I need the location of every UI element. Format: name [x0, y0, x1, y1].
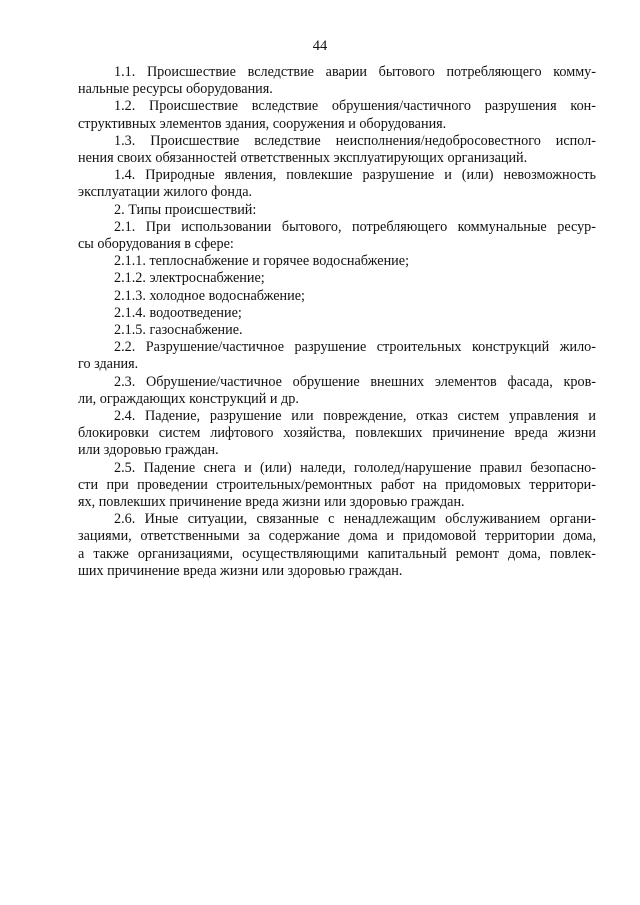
paragraph-line: структивных элементов здания, сооружения и оборудования.	[78, 115, 447, 132]
paragraph-line: ли, ограждающих конструкций и др.	[78, 390, 299, 407]
paragraph-line: зациями, ответственными за содержание дома и придомовой территории дома,	[78, 528, 596, 545]
paragraph-line: 2.1.3. холодное водоснабжение;	[114, 287, 305, 304]
paragraph	[78, 374, 596, 408]
paragraph	[78, 322, 596, 339]
paragraph-line: 1.3. Происшествие вследствие неисполнения/недобросовестного испол-	[114, 132, 596, 149]
paragraph-line: 2.1.4. водоотведение;	[114, 304, 242, 321]
paragraph-line: блокировки систем лифтового хозяйства, повлекших причинение вреда жизни	[78, 425, 596, 442]
paragraph-line: нения своих обязанностей ответственных эксплуатирующих организаций.	[78, 150, 528, 167]
paragraph-line: 1.4. Природные явления, повлекшие разрушение и (или) невозможность	[114, 167, 596, 184]
paragraph-line: 2.1.1. теплоснабжение и горячее водоснабжение;	[114, 253, 410, 270]
paragraph-line: 2.1.5. газоснабжение.	[114, 322, 243, 339]
paragraph	[78, 511, 596, 580]
paragraph-line: нальные ресурсы оборудования.	[78, 81, 273, 98]
paragraph	[78, 219, 596, 253]
paragraph	[78, 339, 596, 373]
paragraph	[78, 98, 596, 132]
paragraph	[78, 288, 596, 305]
paragraph	[78, 408, 596, 460]
paragraph-line: 2. Типы происшествий:	[114, 201, 257, 218]
paragraph-line: сы оборудования в сфере:	[78, 236, 234, 253]
paragraph-line: 2.4. Падение, разрушение или повреждение, отказ систем управления и	[114, 408, 596, 425]
document-body	[78, 64, 596, 580]
paragraph	[78, 167, 596, 201]
paragraph-line: 2.1. При использовании бытового, потребляющего коммунальные ресур-	[114, 218, 596, 235]
paragraph	[78, 270, 596, 287]
paragraph	[78, 133, 596, 167]
paragraph	[78, 460, 596, 512]
paragraph-line: 2.5. Падение снега и (или) наледи, гололед/нарушение правил безопасно-	[114, 459, 596, 476]
paragraph-line: ших причинение вреда жизни или здоровью граждан.	[78, 562, 403, 579]
paragraph	[78, 253, 596, 270]
paragraph-line: го здания.	[78, 356, 139, 373]
page-number: 44	[312, 38, 328, 54]
paragraph-line: эксплуатации жилого фонда.	[78, 184, 253, 201]
paragraph-line: 2.2. Разрушение/частичное разрушение строительных конструкций жило-	[114, 339, 596, 356]
paragraph	[78, 305, 596, 322]
paragraph	[78, 202, 596, 219]
paragraph-line: 1.2. Происшествие вследствие обрушения/частичного разрушения кон-	[114, 98, 596, 115]
paragraph-line: ях, повлекших причинение вреда жизни или здоровью граждан.	[78, 494, 465, 511]
paragraph-line: или здоровью граждан.	[78, 442, 219, 459]
paragraph-line: 2.3. Обрушение/частичное обрушение внешних элементов фасада, кров-	[114, 373, 596, 390]
paragraph-line: а также организациями, осуществляющими капитальный ремонт дома, повлек-	[78, 545, 596, 562]
paragraph-line: 2.1.2. электроснабжение;	[114, 270, 265, 287]
paragraph-line: 1.1. Происшествие вследствие аварии бытового потребляющего комму-	[114, 64, 596, 80]
paragraph	[78, 64, 596, 98]
paragraph-line: 2.6. Иные ситуации, связанные с ненадлежащим обслуживанием органи-	[114, 511, 596, 528]
paragraph-line: сти при проведении строительных/ремонтных работ на придомовых территори-	[78, 476, 596, 493]
